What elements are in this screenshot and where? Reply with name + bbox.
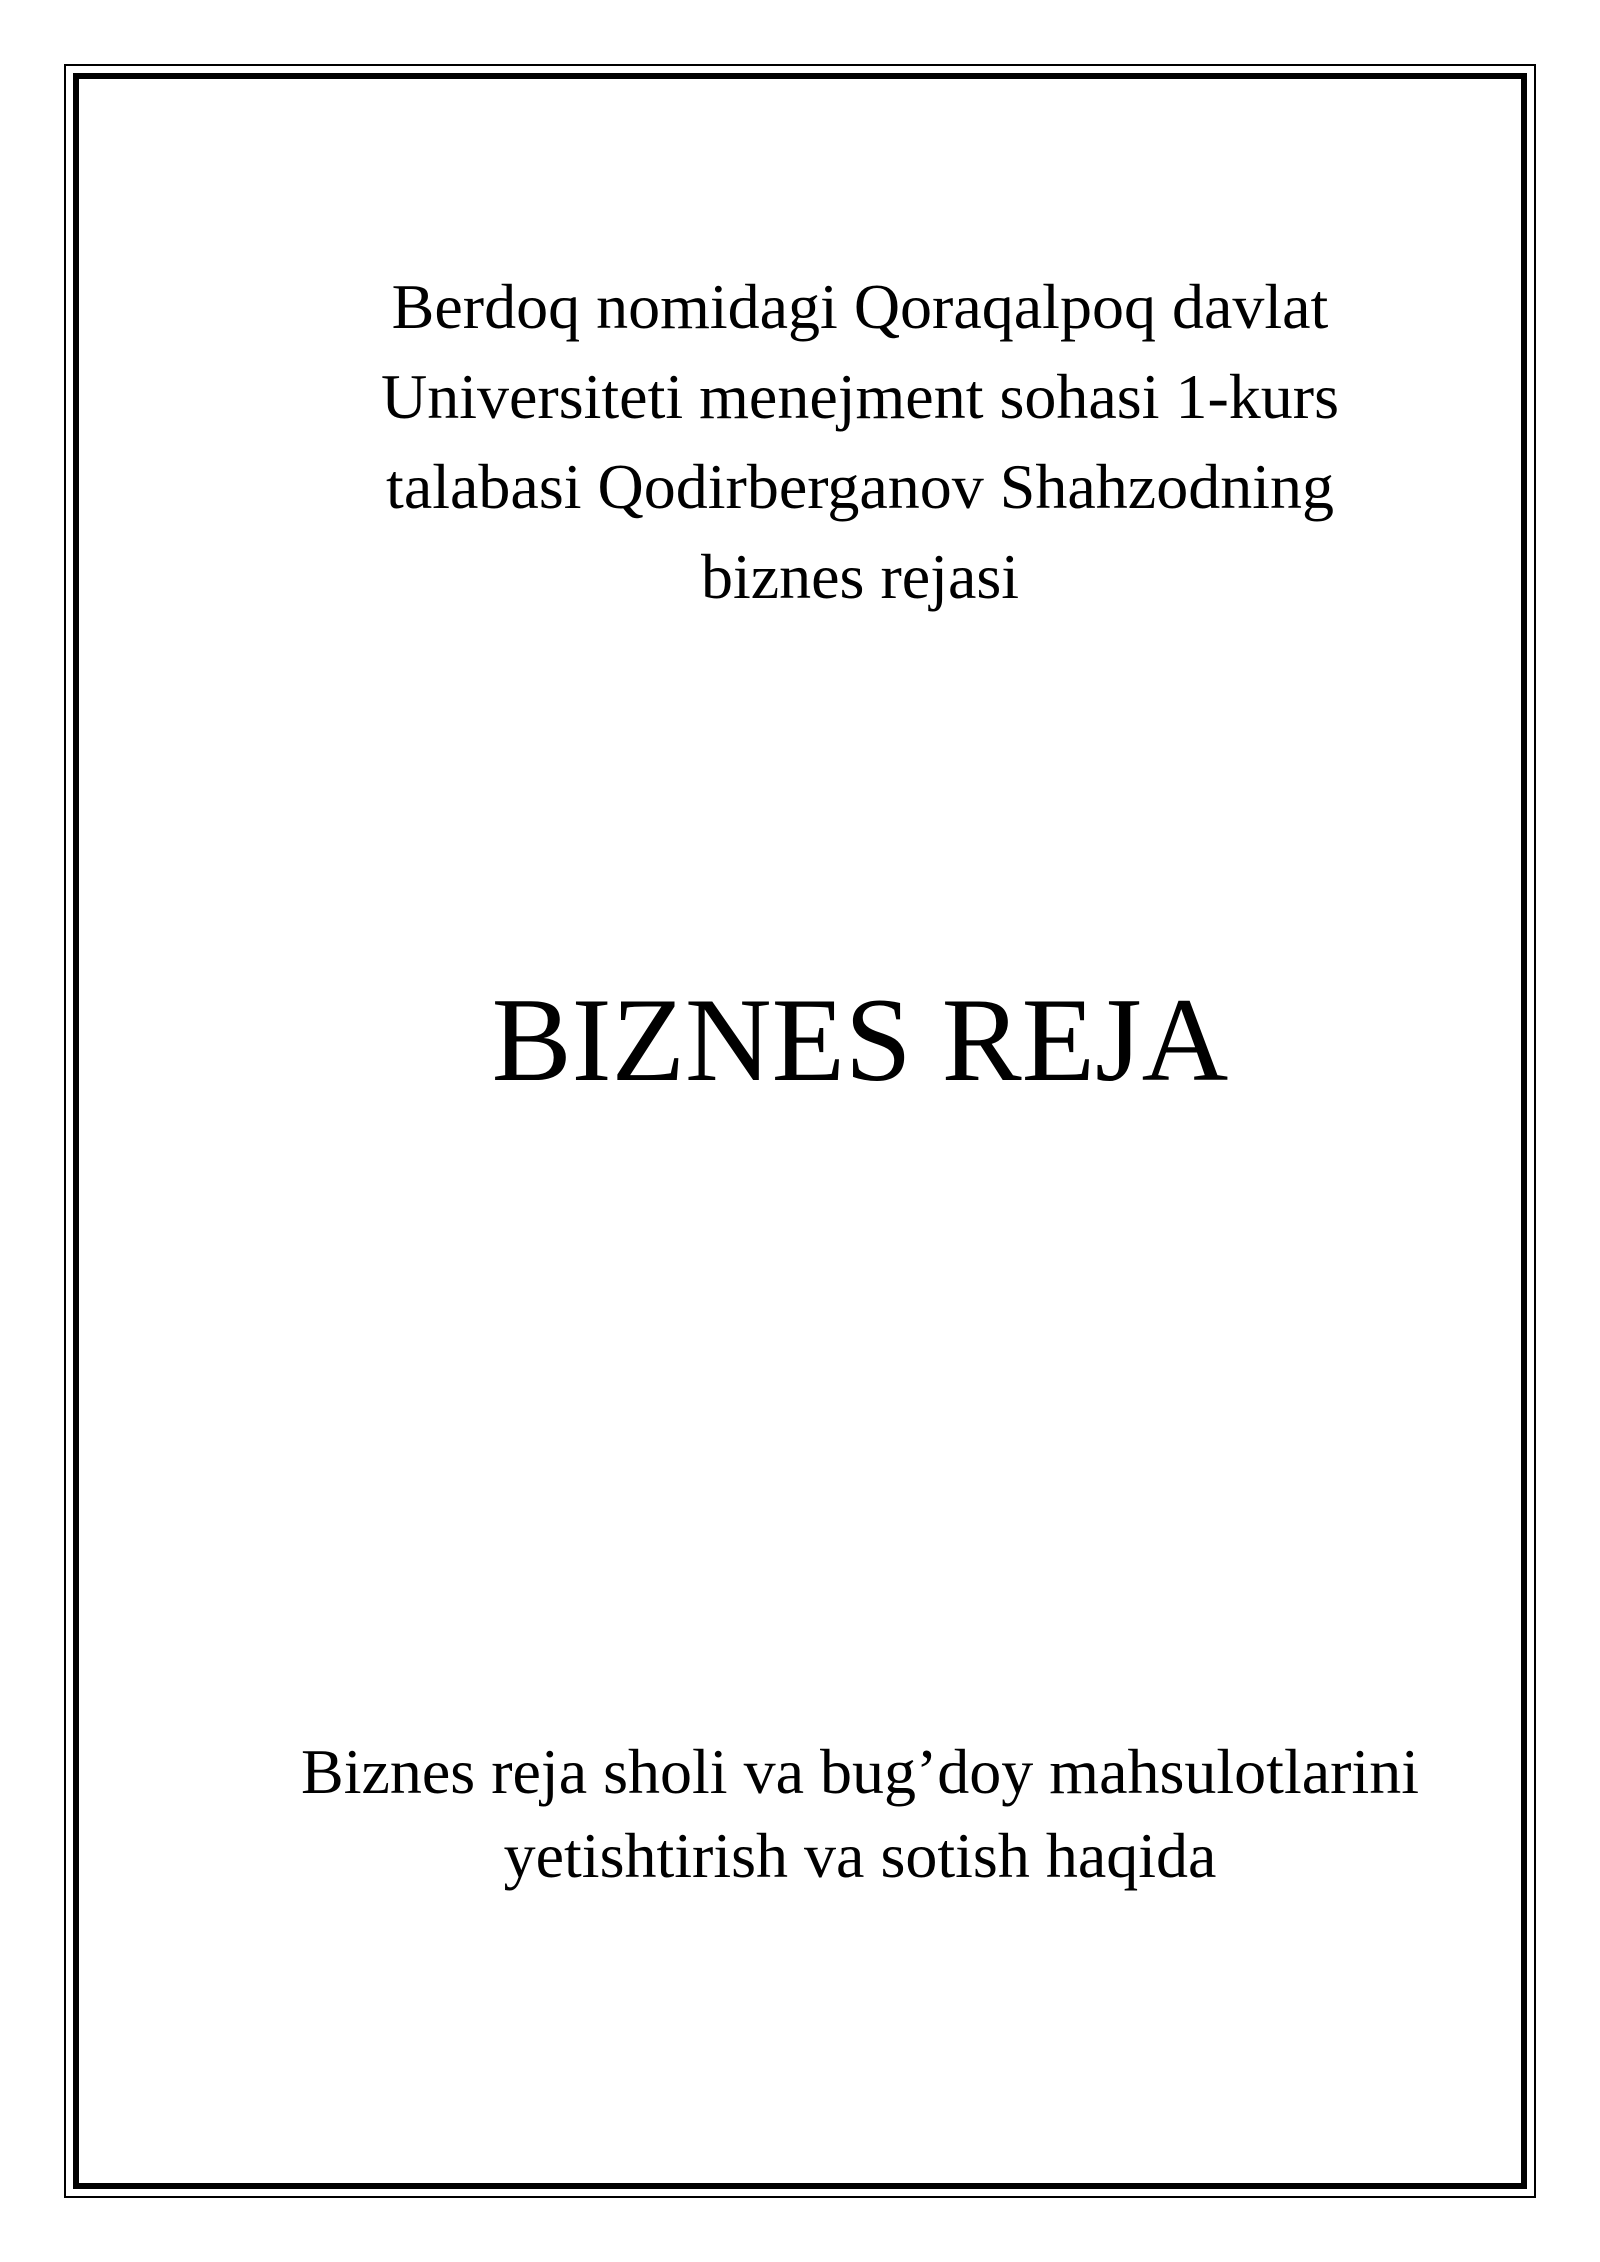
document-subtitle xyxy=(180,1730,1540,1898)
subtitle-line: Biznes reja sholi va bug’doy mahsulotlarini xyxy=(301,1736,1419,1807)
subtitle-line: yetishtirish va sotish haqida xyxy=(503,1820,1217,1891)
document-title: BIZNES REJA xyxy=(491,973,1229,1106)
author-info-block xyxy=(230,262,1490,622)
author-info-line: talabasi Qodirberganov Shahzodning xyxy=(386,451,1334,522)
author-info-line: Universiteti menejment sohasi 1-kurs xyxy=(380,361,1340,432)
author-info-line: Berdoq nomidagi Qoraqalpoq davlat xyxy=(391,271,1329,342)
author-info-line: biznes rejasi xyxy=(700,541,1020,612)
